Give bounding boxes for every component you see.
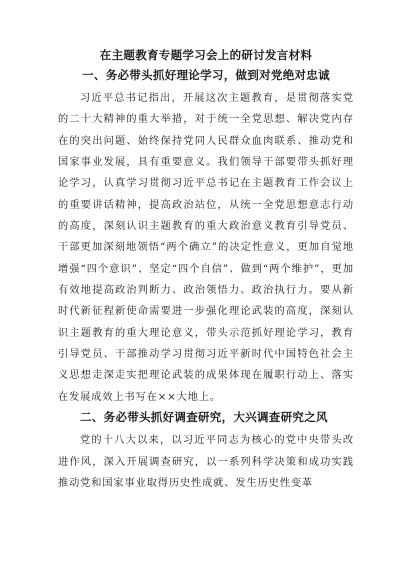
document-title: 在主题教育专题学习会上的研讨发言材料 (99, 48, 313, 62)
section-heading-2: 二、务必带头抓好调查研究，大兴调查研究之风 (80, 410, 328, 425)
section-heading-1: 一、务必带头抓好理论学习，做到对党绝对忠诚 (82, 68, 330, 82)
section-paragraph-1: 习近平总书记指出，开展这次主题教育，是贯彻落实党的二十大精神的重大举措，对于统一全党思想、解决党内存在的突出问题、始终保持党同人民群众血肉联系、推动党和国家事业发展，具有重要意义。我们领导干部要带头抓好理论学习，认真学习贯彻习近平总书记在主题教育工作会议上的重要讲话精神，提高政治站位，从统一全党思想意志行动的高度，深刻认识主题教育的重大政治意义教育引导党员、干部更加深刻地领悟“两个确立”的决定性意义，更加自觉地增强“四个意识”、坚定“四个自信”、做到“两个维护”，更加有效地提高政治判断力、政治领悟力、政治执行力。要从新时代新征程新使命需要进一步强化理论武装的高度，深刻认识主题教育的重大理论意义，带头示范抓好理论学习，教育引导党员、干部推动学习贯彻习近平新时代中国特色社会主义思想走深走实把理论武装的成果体现在履职行动上、落实在发展成效上书写在××大地上。 (58, 93, 354, 403)
section-paragraph-2: 党的十八大以来，以习近平同志为核心的党中央带头改进作风，深入开展调查研究，以一系列科学决策和成功实践推动党和国家事业取得历史性成就、发生历史性变革 (58, 435, 354, 489)
